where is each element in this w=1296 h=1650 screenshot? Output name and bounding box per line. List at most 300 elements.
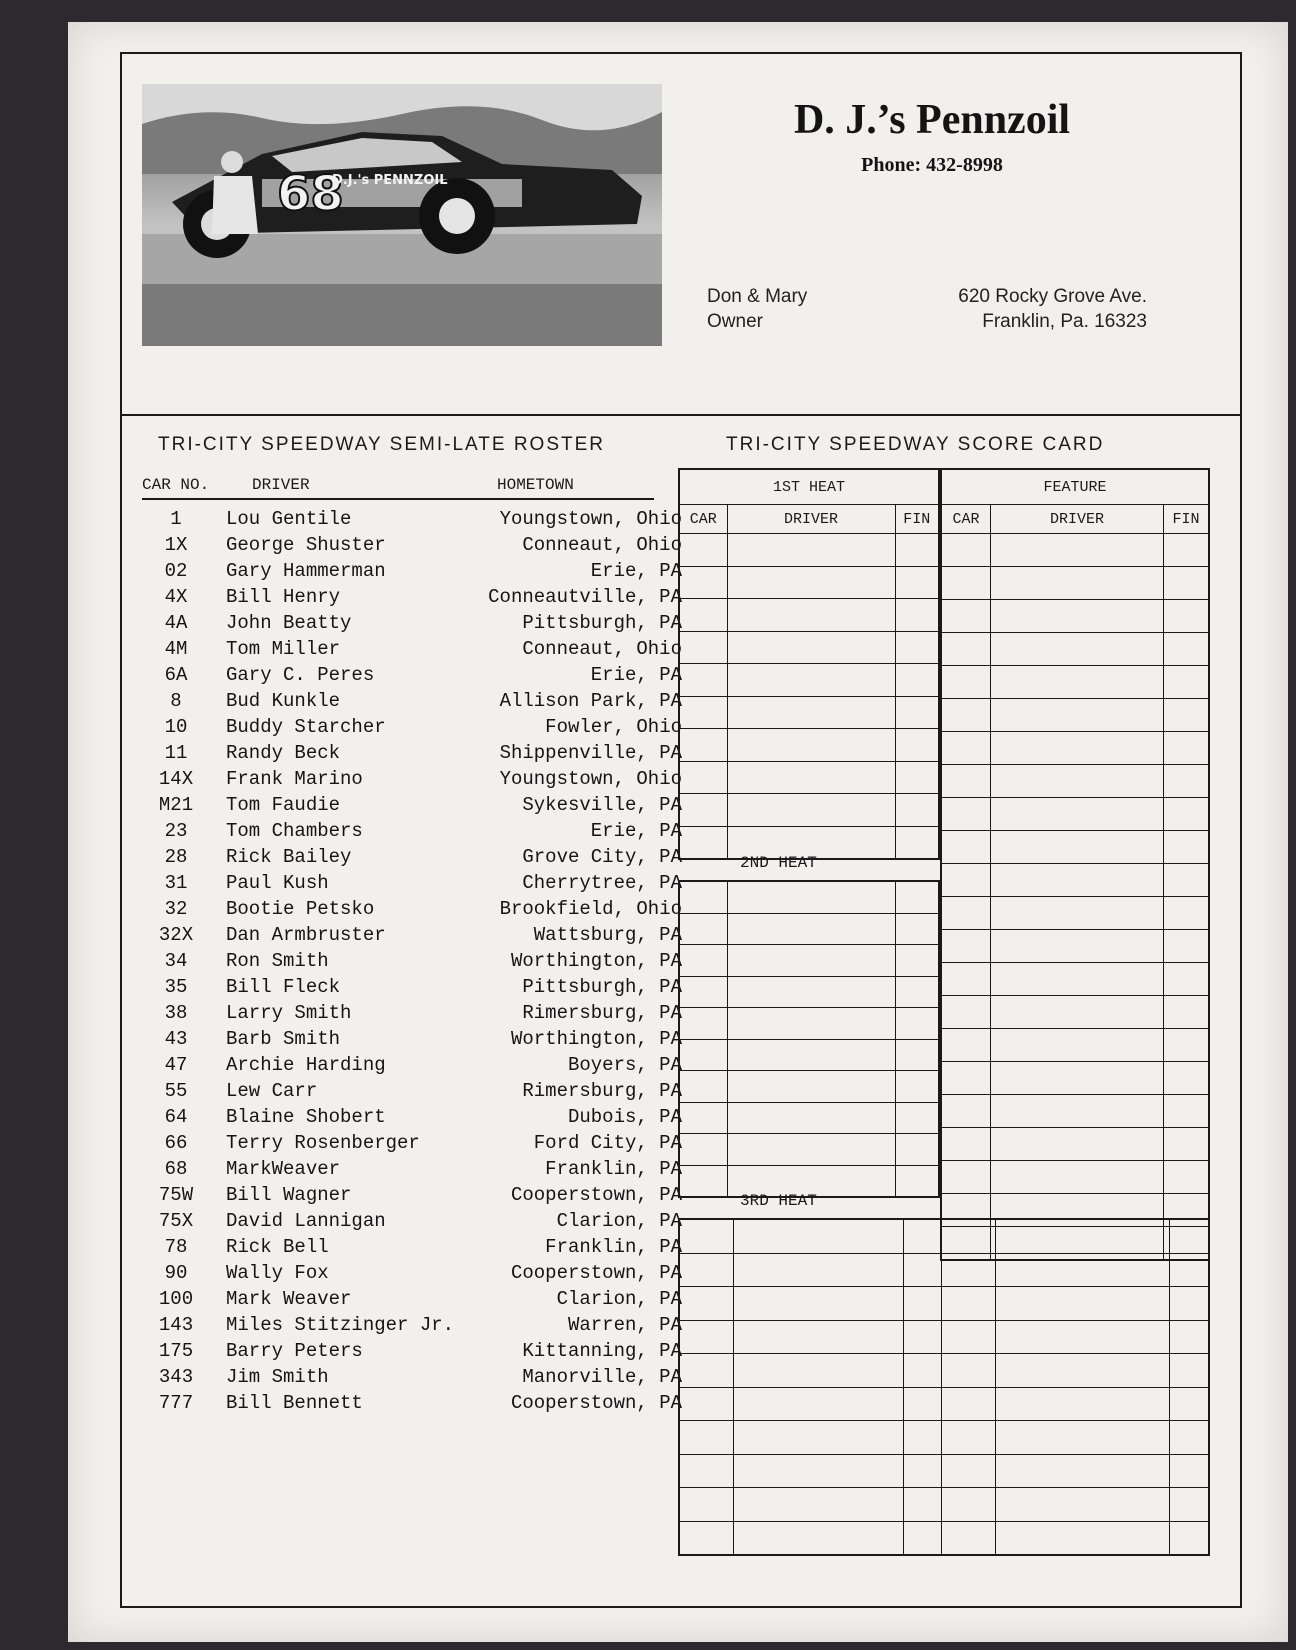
score-entry-cell[interactable] bbox=[1164, 1128, 1209, 1161]
score-row bbox=[941, 1029, 1209, 1062]
score-row bbox=[941, 963, 1209, 996]
score-entry-cell[interactable] bbox=[941, 600, 990, 633]
roster-row bbox=[122, 714, 682, 740]
score-entry-cell[interactable] bbox=[990, 798, 1163, 831]
score-entry-cell[interactable] bbox=[1164, 732, 1209, 765]
car-number-cell: 55 bbox=[164, 1080, 188, 1102]
score-entry-cell[interactable] bbox=[941, 1521, 995, 1555]
score-entry-cell[interactable] bbox=[995, 1219, 1169, 1253]
feature-table bbox=[940, 468, 1210, 1261]
hometown-cell: Manorville, PA bbox=[522, 1366, 682, 1388]
score-entry-cell[interactable] bbox=[1164, 699, 1209, 732]
driver-cell: MarkWeaver bbox=[226, 1158, 341, 1180]
owner-label: Owner bbox=[707, 311, 763, 332]
score-entry-cell[interactable] bbox=[727, 534, 895, 567]
driver-cell: Miles Stitzinger Jr. bbox=[226, 1314, 455, 1336]
owner-names: Don & Mary bbox=[707, 286, 808, 307]
score-entry-cell[interactable] bbox=[990, 1095, 1163, 1128]
score-entry-cell[interactable] bbox=[679, 599, 727, 632]
score-entry-cell[interactable] bbox=[990, 864, 1163, 897]
score-entry-cell[interactable] bbox=[727, 1134, 895, 1166]
hometown-cell: Grove City, PA bbox=[522, 846, 682, 868]
hometown-cell: Dubois, PA bbox=[567, 1106, 682, 1128]
car-number-cell: 47 bbox=[164, 1054, 188, 1076]
shop-phone: Phone: 432-8998 bbox=[861, 154, 1003, 176]
score-entry-cell[interactable] bbox=[679, 976, 727, 1008]
score-entry-cell[interactable] bbox=[679, 1320, 733, 1354]
score-entry-cell[interactable] bbox=[941, 1219, 995, 1253]
score-entry-cell[interactable] bbox=[727, 1008, 895, 1040]
score-entry-cell[interactable] bbox=[995, 1287, 1169, 1321]
score-row bbox=[679, 1387, 1209, 1421]
score-entry-cell[interactable] bbox=[1164, 996, 1209, 1029]
driver-cell: Paul Kush bbox=[226, 872, 329, 894]
score-entry-cell[interactable] bbox=[679, 1165, 727, 1197]
heat3-label: 3RD HEAT bbox=[740, 1192, 817, 1210]
score-entry-cell[interactable] bbox=[903, 1287, 941, 1321]
score-row bbox=[941, 831, 1209, 864]
score-row bbox=[679, 1039, 939, 1071]
score-entry-cell[interactable] bbox=[903, 1521, 941, 1555]
driver-cell: Bill Bennett bbox=[226, 1392, 363, 1414]
car-number-cell: 4A bbox=[164, 612, 188, 634]
roster-row bbox=[122, 1000, 682, 1026]
score-entry-cell[interactable] bbox=[941, 798, 990, 831]
hometown-cell: Conneautville, PA bbox=[488, 586, 682, 608]
score-entry-cell[interactable] bbox=[895, 599, 939, 632]
driver-cell: Jim Smith bbox=[226, 1366, 329, 1388]
score-entry-cell[interactable] bbox=[679, 1102, 727, 1134]
hometown-cell: Brookfield, Ohio bbox=[499, 898, 682, 920]
score-row bbox=[679, 1354, 1209, 1388]
roster-row bbox=[122, 1130, 682, 1156]
score-entry-cell[interactable] bbox=[679, 761, 727, 794]
score-entry-cell[interactable] bbox=[1169, 1320, 1209, 1354]
score-entry-cell[interactable] bbox=[727, 1071, 895, 1103]
driver-cell: Gary C. Peres bbox=[226, 664, 375, 686]
driver-cell: Blaine Shobert bbox=[226, 1106, 386, 1128]
column-header-fin: FIN bbox=[1164, 505, 1209, 534]
score-entry-cell[interactable] bbox=[679, 1454, 733, 1488]
heat2-table bbox=[678, 880, 940, 1198]
driver-cell: Mark Weaver bbox=[226, 1288, 352, 1310]
score-entry-cell[interactable] bbox=[679, 1039, 727, 1071]
score-entry-cell[interactable] bbox=[1164, 1029, 1209, 1062]
score-row bbox=[941, 930, 1209, 963]
driver-cell: Ron Smith bbox=[226, 950, 329, 972]
score-entry-cell[interactable] bbox=[990, 1161, 1163, 1194]
score-entry-cell[interactable] bbox=[895, 976, 939, 1008]
score-entry-cell[interactable] bbox=[1164, 930, 1209, 963]
score-entry-cell[interactable] bbox=[895, 1165, 939, 1197]
heat1-table bbox=[678, 468, 940, 860]
score-row bbox=[941, 1062, 1209, 1095]
score-entry-cell[interactable] bbox=[733, 1521, 903, 1555]
column-header-car: CAR bbox=[941, 505, 990, 534]
score-row bbox=[679, 945, 939, 977]
score-entry-cell[interactable] bbox=[941, 963, 990, 996]
score-entry-cell[interactable] bbox=[990, 633, 1163, 666]
score-entry-cell[interactable] bbox=[941, 1128, 990, 1161]
score-entry-cell[interactable] bbox=[727, 664, 895, 697]
hometown-cell: Youngstown, Ohio bbox=[499, 768, 682, 790]
roster-row bbox=[122, 740, 682, 766]
roster-row bbox=[122, 558, 682, 584]
score-entry-cell[interactable] bbox=[895, 761, 939, 794]
shop-address bbox=[942, 284, 1147, 334]
score-entry-cell[interactable] bbox=[1164, 1095, 1209, 1128]
score-entry-cell[interactable] bbox=[903, 1387, 941, 1421]
score-entry-cell[interactable] bbox=[727, 566, 895, 599]
score-row bbox=[941, 996, 1209, 1029]
score-entry-cell[interactable] bbox=[941, 1253, 995, 1287]
score-entry-cell[interactable] bbox=[941, 930, 990, 963]
car-number-cell: 4M bbox=[164, 638, 188, 660]
score-entry-cell[interactable] bbox=[733, 1488, 903, 1522]
score-entry-cell[interactable] bbox=[733, 1421, 903, 1455]
score-entry-cell[interactable] bbox=[1164, 897, 1209, 930]
score-entry-cell[interactable] bbox=[941, 666, 990, 699]
score-entry-cell[interactable] bbox=[727, 794, 895, 827]
car-number-cell: 02 bbox=[164, 560, 188, 582]
score-entry-cell[interactable] bbox=[895, 534, 939, 567]
score-row bbox=[679, 1219, 1209, 1253]
roster-row bbox=[122, 1208, 682, 1234]
score-entry-cell[interactable] bbox=[941, 1354, 995, 1388]
score-entry-cell[interactable] bbox=[990, 666, 1163, 699]
score-entry-cell[interactable] bbox=[903, 1253, 941, 1287]
score-entry-cell[interactable] bbox=[941, 996, 990, 1029]
roster-list bbox=[122, 506, 682, 1416]
score-entry-cell[interactable] bbox=[1169, 1521, 1209, 1555]
column-header-driver: DRIVER bbox=[990, 505, 1163, 534]
score-entry-cell[interactable] bbox=[903, 1354, 941, 1388]
score-entry-cell[interactable] bbox=[895, 696, 939, 729]
score-entry-cell[interactable] bbox=[941, 534, 990, 567]
score-entry-cell[interactable] bbox=[941, 1161, 990, 1194]
roster-row bbox=[122, 922, 682, 948]
car-number-cell: 6A bbox=[164, 664, 188, 686]
score-entry-cell[interactable] bbox=[1164, 1062, 1209, 1095]
score-entry-cell[interactable] bbox=[679, 1521, 733, 1555]
score-entry-cell[interactable] bbox=[990, 1029, 1163, 1062]
score-entry-cell[interactable] bbox=[679, 1253, 733, 1287]
roster-row bbox=[122, 870, 682, 896]
score-entry-cell[interactable] bbox=[990, 963, 1163, 996]
driver-cell: John Beatty bbox=[226, 612, 352, 634]
score-entry-cell[interactable] bbox=[679, 1287, 733, 1321]
hometown-cell: Pittsburgh, PA bbox=[522, 976, 682, 998]
car-number-cell: 66 bbox=[164, 1132, 188, 1154]
score-row bbox=[679, 729, 939, 762]
car-number: 68 bbox=[277, 166, 344, 222]
score-entry-cell[interactable] bbox=[941, 699, 990, 732]
score-entry-cell[interactable] bbox=[1164, 666, 1209, 699]
score-entry-cell[interactable] bbox=[733, 1320, 903, 1354]
car-number-cell: 11 bbox=[164, 742, 188, 764]
score-entry-cell[interactable] bbox=[727, 729, 895, 762]
score-entry-cell[interactable] bbox=[941, 1488, 995, 1522]
score-entry-cell[interactable] bbox=[903, 1421, 941, 1455]
roster-row bbox=[122, 1286, 682, 1312]
car-number-cell: 343 bbox=[158, 1366, 194, 1388]
driver-cell: Tom Chambers bbox=[226, 820, 363, 842]
score-entry-cell[interactable] bbox=[679, 1219, 733, 1253]
hometown-cell: Fowler, Ohio bbox=[545, 716, 682, 738]
score-entry-cell[interactable] bbox=[995, 1421, 1169, 1455]
score-entry-cell[interactable] bbox=[941, 732, 990, 765]
score-entry-cell[interactable] bbox=[679, 664, 727, 697]
score-entry-cell[interactable] bbox=[679, 1488, 733, 1522]
score-entry-cell[interactable] bbox=[679, 1354, 733, 1388]
score-entry-cell[interactable] bbox=[941, 1421, 995, 1455]
score-entry-cell[interactable] bbox=[903, 1219, 941, 1253]
hometown-cell: Rimersburg, PA bbox=[522, 1002, 682, 1024]
car-number-cell: 31 bbox=[164, 872, 188, 894]
driver-cell: Lou Gentile bbox=[226, 508, 352, 530]
roster-title: TRI-CITY SPEEDWAY SEMI-LATE ROSTER bbox=[158, 434, 605, 455]
score-entry-cell[interactable] bbox=[1169, 1421, 1209, 1455]
score-entry-cell[interactable] bbox=[727, 761, 895, 794]
score-entry-cell[interactable] bbox=[1169, 1387, 1209, 1421]
score-entry-cell[interactable] bbox=[895, 631, 939, 664]
column-header-fin: FIN bbox=[895, 505, 939, 534]
score-entry-cell[interactable] bbox=[1169, 1253, 1209, 1287]
column-header-car: CAR bbox=[679, 505, 727, 534]
score-entry-cell[interactable] bbox=[1169, 1219, 1209, 1253]
driver-cell: Barb Smith bbox=[226, 1028, 341, 1050]
driver-cell: Archie Harding bbox=[226, 1054, 386, 1076]
score-entry-cell[interactable] bbox=[941, 1387, 995, 1421]
score-row bbox=[679, 696, 939, 729]
score-entry-cell[interactable] bbox=[727, 631, 895, 664]
score-entry-cell[interactable] bbox=[1164, 963, 1209, 996]
score-entry-cell[interactable] bbox=[990, 567, 1163, 600]
hometown-cell: Youngstown, Ohio bbox=[499, 508, 682, 530]
score-entry-cell[interactable] bbox=[1164, 1161, 1209, 1194]
score-entry-cell[interactable] bbox=[995, 1454, 1169, 1488]
score-entry-cell[interactable] bbox=[727, 881, 895, 913]
score-entry-cell[interactable] bbox=[679, 826, 727, 859]
score-entry-cell[interactable] bbox=[941, 1287, 995, 1321]
table-title-row bbox=[679, 469, 939, 505]
car-number-cell: 23 bbox=[164, 820, 188, 842]
score-entry-cell[interactable] bbox=[727, 1039, 895, 1071]
roster-row bbox=[122, 636, 682, 662]
column-header-driver: DRIVER bbox=[727, 505, 895, 534]
score-entry-cell[interactable] bbox=[895, 913, 939, 945]
car-number-cell: 35 bbox=[164, 976, 188, 998]
score-entry-cell[interactable] bbox=[903, 1320, 941, 1354]
score-entry-cell[interactable] bbox=[895, 826, 939, 859]
score-row bbox=[679, 1521, 1209, 1555]
car-number-cell: 14X bbox=[158, 768, 194, 790]
score-entry-cell[interactable] bbox=[1169, 1454, 1209, 1488]
score-entry-cell[interactable] bbox=[727, 976, 895, 1008]
score-entry-cell[interactable] bbox=[1164, 600, 1209, 633]
roster-row bbox=[122, 1156, 682, 1182]
score-entry-cell[interactable] bbox=[679, 1421, 733, 1455]
hometown-cell: Franklin, PA bbox=[545, 1236, 682, 1258]
score-entry-cell[interactable] bbox=[679, 945, 727, 977]
car-number-cell: 75W bbox=[158, 1184, 194, 1206]
car-number-cell: 1 bbox=[170, 508, 182, 530]
score-entry-cell[interactable] bbox=[727, 945, 895, 977]
score-entry-cell[interactable] bbox=[733, 1253, 903, 1287]
roster-row bbox=[122, 1182, 682, 1208]
score-entry-cell[interactable] bbox=[1164, 534, 1209, 567]
score-entry-cell[interactable] bbox=[733, 1354, 903, 1388]
score-entry-cell[interactable] bbox=[1164, 864, 1209, 897]
driver-cell: Barry Peters bbox=[226, 1340, 363, 1362]
score-entry-cell[interactable] bbox=[895, 945, 939, 977]
race-car-photo bbox=[142, 84, 662, 346]
score-entry-cell[interactable] bbox=[1164, 765, 1209, 798]
score-entry-cell[interactable] bbox=[679, 534, 727, 567]
score-entry-cell[interactable] bbox=[679, 566, 727, 599]
score-entry-cell[interactable] bbox=[995, 1320, 1169, 1354]
roster-row bbox=[122, 1338, 682, 1364]
score-entry-cell[interactable] bbox=[995, 1521, 1169, 1555]
score-entry-cell[interactable] bbox=[727, 1102, 895, 1134]
roster-row bbox=[122, 766, 682, 792]
score-entry-cell[interactable] bbox=[679, 1071, 727, 1103]
hometown-cell: Allison Park, PA bbox=[499, 690, 682, 712]
driver-cell: Bootie Petsko bbox=[226, 898, 375, 920]
score-entry-cell[interactable] bbox=[727, 913, 895, 945]
score-entry-cell[interactable] bbox=[941, 864, 990, 897]
hometown-cell: Wattsburg, PA bbox=[533, 924, 682, 946]
column-header-row bbox=[941, 505, 1209, 534]
score-entry-cell[interactable] bbox=[990, 732, 1163, 765]
driver-cell: Bud Kunkle bbox=[226, 690, 341, 712]
score-entry-cell[interactable] bbox=[903, 1488, 941, 1522]
roster-row bbox=[122, 818, 682, 844]
score-entry-cell[interactable] bbox=[941, 1062, 990, 1095]
score-entry-cell[interactable] bbox=[990, 534, 1163, 567]
score-entry-cell[interactable] bbox=[727, 696, 895, 729]
score-entry-cell[interactable] bbox=[941, 897, 990, 930]
roster-row bbox=[122, 506, 682, 532]
hometown-cell: Erie, PA bbox=[590, 664, 682, 686]
score-entry-cell[interactable] bbox=[995, 1253, 1169, 1287]
score-entry-cell[interactable] bbox=[990, 600, 1163, 633]
roster-header bbox=[142, 472, 654, 500]
score-entry-cell[interactable] bbox=[941, 633, 990, 666]
score-entry-cell[interactable] bbox=[895, 1102, 939, 1134]
score-row bbox=[679, 631, 939, 664]
score-entry-cell[interactable] bbox=[733, 1387, 903, 1421]
roster-row bbox=[122, 610, 682, 636]
score-entry-cell[interactable] bbox=[895, 1134, 939, 1166]
score-entry-cell[interactable] bbox=[941, 1029, 990, 1062]
driver-cell: Lew Carr bbox=[226, 1080, 318, 1102]
score-entry-cell[interactable] bbox=[995, 1488, 1169, 1522]
score-entry-cell[interactable] bbox=[679, 1134, 727, 1166]
score-entry-cell[interactable] bbox=[990, 897, 1163, 930]
score-entry-cell[interactable] bbox=[941, 567, 990, 600]
score-entry-cell[interactable] bbox=[995, 1354, 1169, 1388]
score-entry-cell[interactable] bbox=[679, 729, 727, 762]
score-entry-cell[interactable] bbox=[990, 699, 1163, 732]
hometown-cell: Erie, PA bbox=[590, 560, 682, 582]
score-entry-cell[interactable] bbox=[895, 1039, 939, 1071]
score-entry-cell[interactable] bbox=[990, 1062, 1163, 1095]
shop-owner bbox=[707, 284, 807, 334]
car-number-cell: 4X bbox=[164, 586, 188, 608]
score-entry-cell[interactable] bbox=[679, 794, 727, 827]
hometown-cell: Pittsburgh, PA bbox=[522, 612, 682, 634]
header-car-no: CAR NO. bbox=[142, 476, 210, 494]
score-entry-cell[interactable] bbox=[679, 631, 727, 664]
score-entry-cell[interactable] bbox=[679, 1008, 727, 1040]
score-row bbox=[941, 798, 1209, 831]
score-entry-cell[interactable] bbox=[895, 729, 939, 762]
score-entry-cell[interactable] bbox=[727, 599, 895, 632]
score-entry-cell[interactable] bbox=[941, 765, 990, 798]
score-entry-cell[interactable] bbox=[990, 930, 1163, 963]
score-row bbox=[941, 666, 1209, 699]
score-entry-cell[interactable] bbox=[941, 1320, 995, 1354]
score-row bbox=[941, 897, 1209, 930]
score-entry-cell[interactable] bbox=[895, 881, 939, 913]
score-entry-cell[interactable] bbox=[1164, 633, 1209, 666]
shop-name: D. J.’s Pennzoil bbox=[793, 97, 1071, 143]
score-entry-cell[interactable] bbox=[1169, 1287, 1209, 1321]
score-entry-cell[interactable] bbox=[941, 831, 990, 864]
score-entry-cell[interactable] bbox=[1164, 798, 1209, 831]
score-entry-cell[interactable] bbox=[1169, 1488, 1209, 1522]
score-entry-cell[interactable] bbox=[733, 1454, 903, 1488]
score-entry-cell[interactable] bbox=[1164, 831, 1209, 864]
score-entry-cell[interactable] bbox=[903, 1454, 941, 1488]
hometown-cell: Cherrytree, PA bbox=[522, 872, 682, 894]
score-row bbox=[679, 664, 939, 697]
score-entry-cell[interactable] bbox=[990, 996, 1163, 1029]
hometown-cell: Boyers, PA bbox=[567, 1054, 682, 1076]
score-entry-cell[interactable] bbox=[895, 566, 939, 599]
score-entry-cell[interactable] bbox=[990, 831, 1163, 864]
score-entry-cell[interactable] bbox=[733, 1287, 903, 1321]
page-frame bbox=[120, 52, 1242, 1608]
score-entry-cell[interactable] bbox=[679, 696, 727, 729]
score-entry-cell[interactable] bbox=[895, 664, 939, 697]
score-row bbox=[941, 600, 1209, 633]
score-entry-cell[interactable] bbox=[733, 1219, 903, 1253]
hometown-cell: Conneaut, Ohio bbox=[522, 638, 682, 660]
score-entry-cell[interactable] bbox=[990, 765, 1163, 798]
score-entry-cell[interactable] bbox=[895, 1008, 939, 1040]
score-row bbox=[941, 567, 1209, 600]
car-number-cell: 175 bbox=[158, 1340, 194, 1362]
hometown-cell: Cooperstown, PA bbox=[510, 1392, 682, 1414]
car-number-cell: 64 bbox=[164, 1106, 188, 1128]
score-entry-cell[interactable] bbox=[995, 1387, 1169, 1421]
score-entry-cell[interactable] bbox=[941, 1095, 990, 1128]
score-entry-cell[interactable] bbox=[990, 1128, 1163, 1161]
score-entry-cell[interactable] bbox=[679, 1387, 733, 1421]
score-row bbox=[679, 1008, 939, 1040]
score-entry-cell[interactable] bbox=[1169, 1354, 1209, 1388]
score-entry-cell[interactable] bbox=[941, 1454, 995, 1488]
score-row bbox=[679, 1454, 1209, 1488]
score-entry-cell[interactable] bbox=[1164, 567, 1209, 600]
score-entry-cell[interactable] bbox=[895, 1071, 939, 1103]
score-entry-cell[interactable] bbox=[679, 913, 727, 945]
score-entry-cell[interactable] bbox=[679, 881, 727, 913]
roster-row bbox=[122, 584, 682, 610]
score-entry-cell[interactable] bbox=[895, 794, 939, 827]
